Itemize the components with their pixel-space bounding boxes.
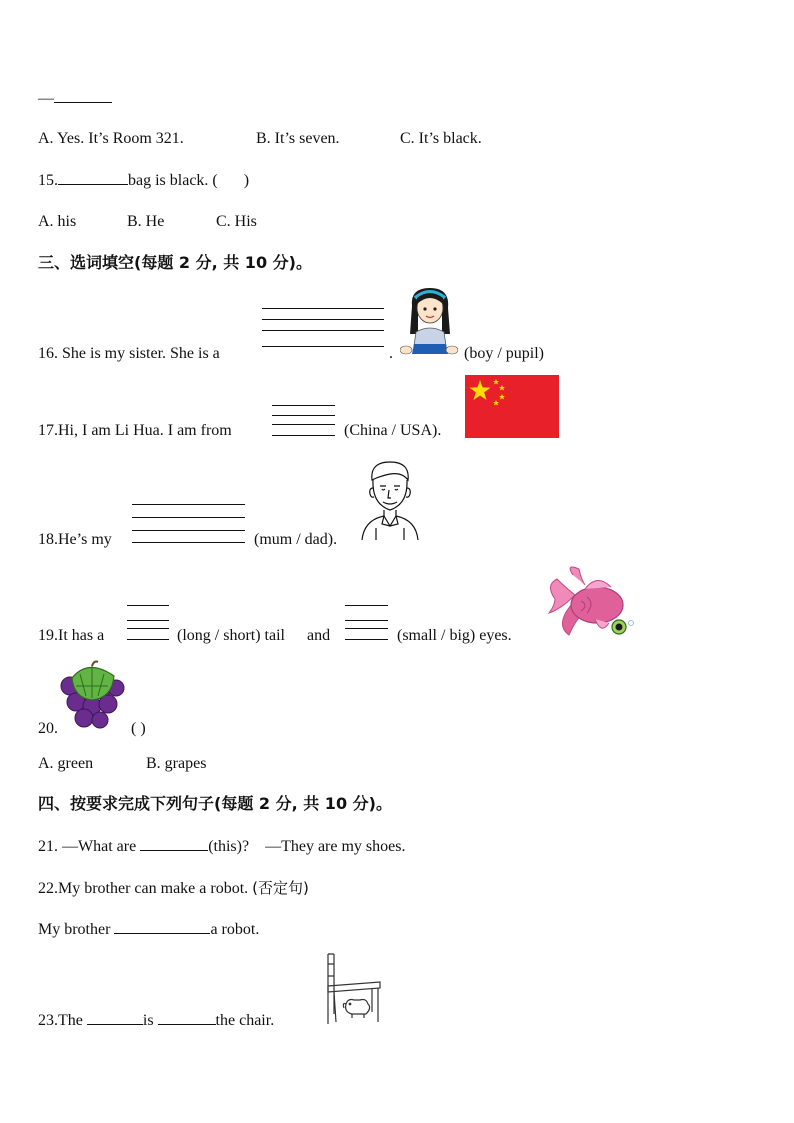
question-number: 15. [38,172,58,189]
q18-before: 18.He’s my [38,531,112,548]
q14-stem [38,88,112,109]
q16-period: . [389,345,393,362]
instruction-note: (否定句) [252,879,309,897]
q17-writing-lines[interactable] [272,405,335,437]
sentence-end: the chair. [215,1012,275,1029]
sentence-end: a robot. [210,921,260,938]
q19-tail-choices: (long / short) tail [177,627,285,644]
q20-number: 20. [38,720,58,737]
answer-blank-2[interactable] [158,1010,216,1025]
q19-eyes-choices: (small / big) eyes. [397,627,512,644]
china-flag [465,375,559,438]
q16-choices: (boy / pupil) [464,345,544,362]
q23-line [38,1010,274,1031]
q22-answer-line [38,919,259,940]
q19-before: 19.It has a [38,627,105,644]
question-number: 21. [38,838,58,855]
verb: is [142,1012,154,1029]
q15-stem [38,170,249,191]
q22-line [38,878,309,899]
paren-close: ) [243,172,250,189]
q18-writing-lines[interactable] [132,504,245,544]
question-text: bag is black. ( [128,172,218,189]
section-3-title: 三、选词填空(每题 2 分, 共 10 分)。 [38,253,312,272]
answer-blank[interactable] [58,170,128,185]
dash: — [265,838,282,855]
chair-dog-picture [322,952,384,1026]
q17-choices: (China / USA). [344,422,442,439]
q14-option-c: C. It’s black. [400,130,482,147]
sentence-start: 23.The [38,1012,83,1029]
dash: — [62,838,78,855]
section-4-title: 四、按要求完成下列句子(每题 2 分, 共 10 分)。 [38,794,392,813]
q15-option-b: B. He [127,213,165,230]
answer-blank[interactable] [114,919,210,934]
answer-blank-1[interactable] [87,1010,143,1025]
girl-picture [400,284,458,360]
sentence-start: My brother [38,921,111,938]
q21-line [38,836,405,857]
man-picture [358,458,424,542]
q14-option-a: A. Yes. It’s Room 321. [38,130,184,147]
q20-answer-paren[interactable]: ( ) [131,720,146,737]
grapes-picture [58,660,126,734]
q18-choices: (mum / dad). [254,531,338,548]
answer-blank[interactable] [140,836,208,851]
dash: — [38,90,54,107]
q16-writing-lines[interactable] [262,308,384,350]
q19-blank-2-lines[interactable] [345,605,388,641]
q19-and: and [307,627,331,644]
answer-text: They are my shoes. [281,838,406,855]
q15-option-a: A. his [38,213,77,230]
question-text: What are [78,838,137,855]
goldfish-picture [545,565,637,641]
q16-before: 16. She is my sister. She is a [38,345,220,362]
q20-option-a: A. green [38,755,94,772]
q15-option-c: C. His [216,213,257,230]
q14-option-b: B. It’s seven. [256,130,340,147]
hint-word: (this)? [208,838,250,855]
q20-option-b: B. grapes [146,755,207,772]
answer-blank[interactable] [54,88,112,103]
question-text: 22.My brother can make a robot. [38,880,249,897]
q19-blank-1-lines[interactable] [127,605,169,641]
q17-before: 17.Hi, I am Li Hua. I am from [38,422,232,439]
